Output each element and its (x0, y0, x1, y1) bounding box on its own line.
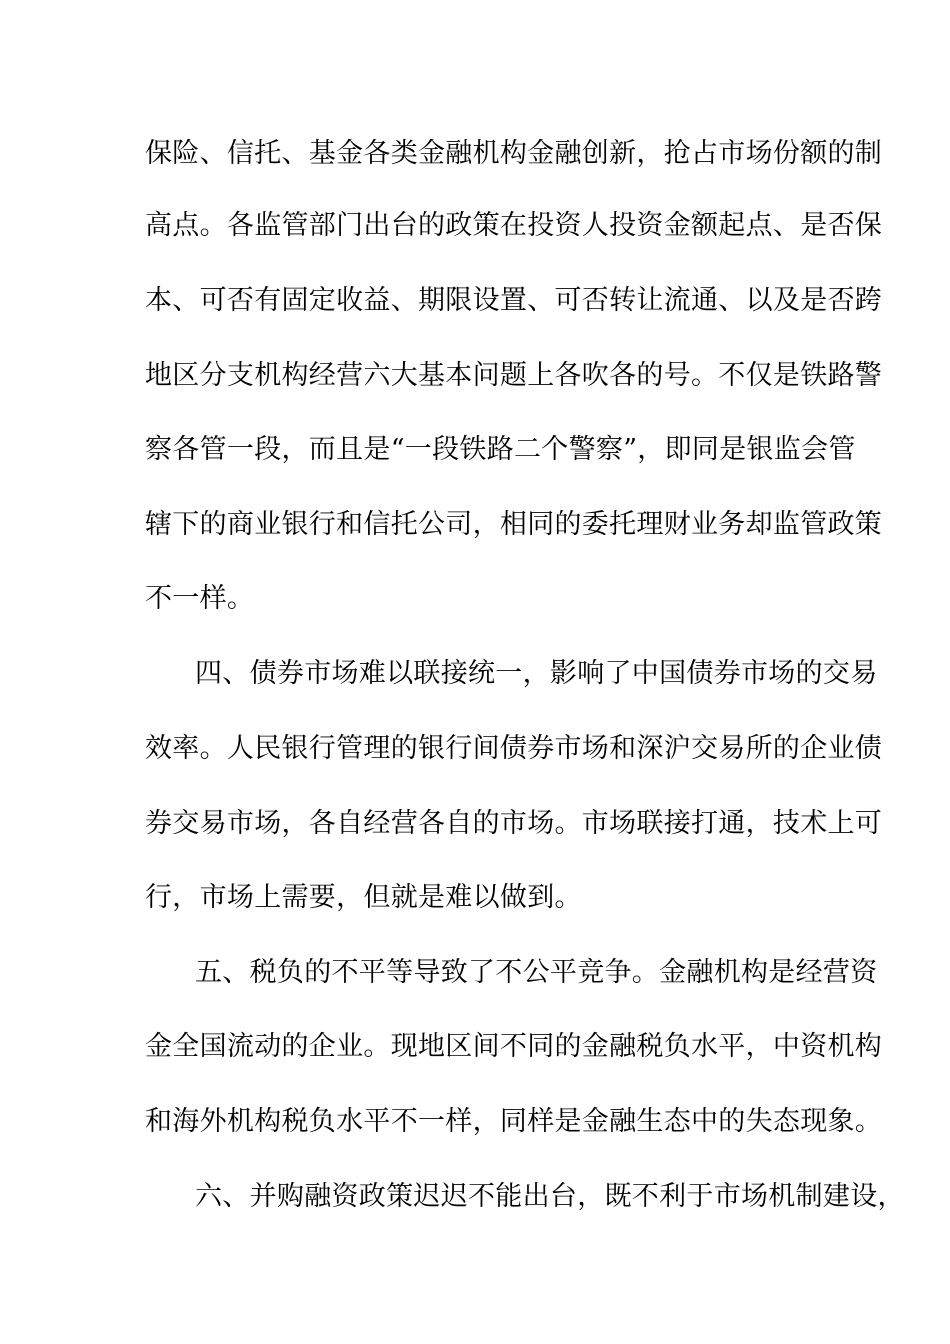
paragraph-start-line: 五、税负的不平等导致了不公平竞争。金融机构是经营资 (195, 957, 878, 988)
text-line: 本、可否有固定收益、期限设置、可否转让流通、以及是否跨 (145, 285, 883, 316)
text-line: 察各管一段，而且是“一段铁路二个警察”，即同是银监会管 (145, 434, 856, 465)
text-line: 不一样。 (145, 583, 255, 614)
text-line: 辖下的商业银行和信托公司，相同的委托理财业务却监管政策 (145, 509, 883, 540)
text-line: 和海外机构税负水平不一样，同样是金融生态中的失态现象。 (145, 1106, 883, 1137)
text-line: 高点。各监管部门出台的政策在投资人投资金额起点、是否保 (145, 210, 883, 241)
text-line: 效率。人民银行管理的银行间债券市场和深沪交易所的企业债 (145, 733, 883, 764)
text-line: 行，市场上需要，但就是难以做到。 (145, 882, 582, 913)
paragraph-start-line: 六、并购融资政策迟迟不能出台，既不利于市场机制建设， (195, 1181, 905, 1212)
text-line: 地区分支机构经营六大基本问题上各吹各的号。不仅是铁路警 (145, 360, 883, 391)
text-line: 保险、信托、基金各类金融机构金融创新，抢占市场份额的制 (145, 138, 883, 169)
text-line: 金全国流动的企业。现地区间不同的金融税负水平，中资机构 (145, 1031, 883, 1062)
paragraph-start-line: 四、债券市场难以联接统一，影响了中国债券市场的交易 (195, 658, 878, 689)
text-line: 券交易市场，各自经营各自的市场。市场联接打通，技术上可 (145, 808, 883, 839)
